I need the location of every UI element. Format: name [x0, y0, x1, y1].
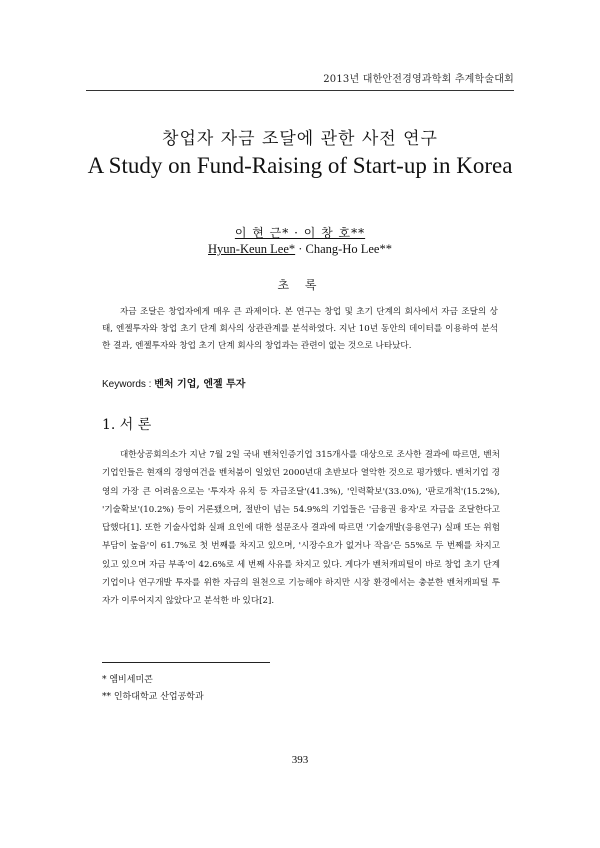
footnote-rule [102, 662, 270, 663]
section-title-introduction: 1. 서 론 [102, 417, 152, 433]
running-header: 2013년 대한안전경영과학회 추계학술대회 [323, 74, 514, 85]
title-korean: 창업자 자금 조달에 관한 사전 연구 [162, 129, 438, 149]
introduction-body: 대한상공회의소가 지난 7월 2일 국내 벤처인증기업 315개사를 대상으로 조사한 결과에 따르면, 벤처기업인들은 현재의 경영여건을 벤처붐이 일었던 2000년대 초반보다 열악한 것으로 평가했다. 벤처기업 경영의 가장 큰 어려움으로는 '투자자 유치 등 자금조달'(41.3%), '인력확보'(33.0%), '판로개척'(15.2%), '기술확보'(10.2%) 등이 거론됐으며, 절반이 넘는 54.9%의 기업들은 '금융권 융자'로 자금을 조달한다고 답했다[1]. 또한 기술사업화 실패 요인에 대한 설문조사 결과에 따르면 '기술개발(응용연구) 실패 또는 위험부담이 높음'이 61.7%로 첫 번째를 차지고 있으며, '시장수요가 없거나 작음'은 55%로 두 번째를 차지고 있고 있으며 자금 부족'이 42.6%로 세 번째 사유를 차지고 있다. 게다가 벤처캐피털이 바로 창업 초기 단계 기업이나 연구개발 투자를 위한 자금의 원천으로 기능해야 하지만 시장 환경에서는 충분한 벤처캐피털 투자가 이루어지지 않았다'고 분석한 바 있다[2]. [102, 450, 500, 607]
author-second-english: Chang-Ho Lee** [305, 242, 392, 256]
abstract-heading: 초 록 [277, 278, 323, 292]
header-rule [86, 90, 514, 91]
page-number: 393 [291, 754, 309, 766]
author-separator: · [295, 242, 306, 256]
keywords-values: 벤처 기업, 엔젤 투자 [154, 379, 246, 390]
abstract-text: 자금 조달은 창업자에게 매우 큰 과제이다. 본 연구는 창업 및 초기 단계의 회사에서 자금 조달의 상태, 엔젤투자와 창업 초기 단계 회사의 상관관계를 분석하였다. 지난 10년 동안의 데이터를 이용하여 분석한 결과, 엔젤투자와 창업 초기 단계 회사의 창업과는 관련이 없는 것으로 나타났다. [102, 307, 498, 351]
authors-korean: 이 현 근* · 이 창 호** [234, 226, 366, 240]
footnote-affiliation-2: ** 인하대학교 산업공학과 [102, 692, 204, 702]
author-first-english: Hyun-Keun Lee* [208, 242, 296, 256]
keywords [102, 375, 245, 390]
title-english: A Study on Fund-Raising of Start-up in Korea [87, 153, 513, 178]
authors-english [0, 242, 600, 257]
footnote-affiliation-1: * 엠비세미콘 [102, 675, 153, 685]
keywords-label: Keywords : [102, 379, 155, 390]
